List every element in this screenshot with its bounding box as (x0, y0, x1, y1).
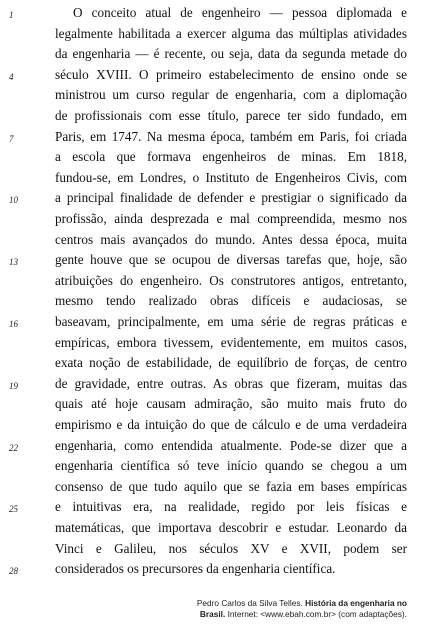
line-number: 25 (9, 504, 18, 515)
text-line: engenharia científica só teve início quando se chegou a um (55, 458, 407, 474)
line-number: 7 (9, 133, 14, 144)
source-title-part-2: Brasil. (199, 609, 226, 619)
text-line: e intuitivas era, na realidade, regido por leis físicas e (55, 499, 407, 515)
text-line: mesmo tendo realizado obras difíceis e audaciosas, se (55, 293, 407, 309)
text-line: exata noção de estabilidade, de equilíbrio de forças, de centro (55, 355, 407, 371)
text-line: a escola que formava engenheiros de minas. Em 1818, (55, 149, 407, 165)
text-line: matemáticas, que importava descobrir e estudar. Leonardo da (55, 520, 407, 535)
text-line: de profissionais com esse título, parece ter sido fundado, em (55, 108, 407, 123)
line-number: 28 (9, 566, 18, 577)
text-line: de gravidade, entre outras. As obras que fizeram, muitas das (55, 375, 407, 391)
text-line: ministrou um curso regular de engenharia, com a diplomação (55, 87, 407, 103)
text-line: consenso de que tudo aquilo que se fazia em bases empíricas (55, 478, 407, 494)
text-line: engenharia, como entendida atualmente. Pode-se dizer que a (55, 437, 407, 453)
text-line: considerados os precursores da engenharia científica. (55, 561, 336, 577)
text-line: Vinci e Galileu, nos séculos XV e XVII, podem ser (55, 540, 407, 556)
text-line: profissão, ainda desprezada e mal compreendida, mesmo nos (55, 211, 407, 226)
line-number: 16 (9, 319, 18, 329)
source-line-1 (160, 598, 407, 609)
line-number: 22 (9, 442, 18, 453)
line-number: 19 (9, 380, 18, 391)
text-line: empirismo e da intuição do que de cálculo e de uma verdadeira (55, 417, 407, 432)
source-line-2 (160, 609, 407, 620)
text-line: da engenharia — é recente, ou seja, data da segunda metade do (55, 46, 407, 62)
line-number: 4 (9, 71, 14, 82)
source-author: Pedro Carlos da Silva Telles. (196, 598, 303, 608)
text-line: gente houve que se ocupou de diversas tarefas que, hoje, são (55, 252, 407, 268)
text-line: O conceito atual de engenheiro — pessoa diplomada e (73, 5, 407, 20)
text-line: atribuições do engenheiro. Os construtores antigos, entretanto, (55, 272, 407, 288)
text-line: Paris, em 1747. Na mesma época, também em Paris, foi criada (55, 128, 407, 144)
text-line: quais até hoje causam admiração, são muito mais fruto do (55, 396, 407, 412)
source-title-part-1: História da engenharia no (305, 598, 407, 608)
line-number: 13 (9, 257, 18, 268)
text-line: empíricas, embora tivessem, evidentemente, em muitos casos, (55, 334, 407, 350)
text-line: século XVIII. O primeiro estabelecimento de ensino onde se (55, 66, 407, 82)
text-line: a principal finalidade de defender e prestigiar o significado da (55, 190, 407, 206)
source-rest: Internet: <www.ebah.com.br> (com adaptações). (227, 609, 407, 619)
line-number: 1 (9, 10, 14, 20)
line-number: 10 (9, 195, 18, 206)
text-line: baseavam, principalmente, em uma série de regras práticas e (55, 314, 407, 329)
source-citation (160, 598, 407, 620)
text-line: legalmente habilitada a exercer alguma das múltiplas atividades (55, 25, 407, 41)
text-line: centros mais avançados do mundo. Antes dessa época, muita (55, 231, 407, 247)
text-line: fundou-se, em Londres, o Instituto de Engenheiros Civis, com (55, 169, 407, 185)
